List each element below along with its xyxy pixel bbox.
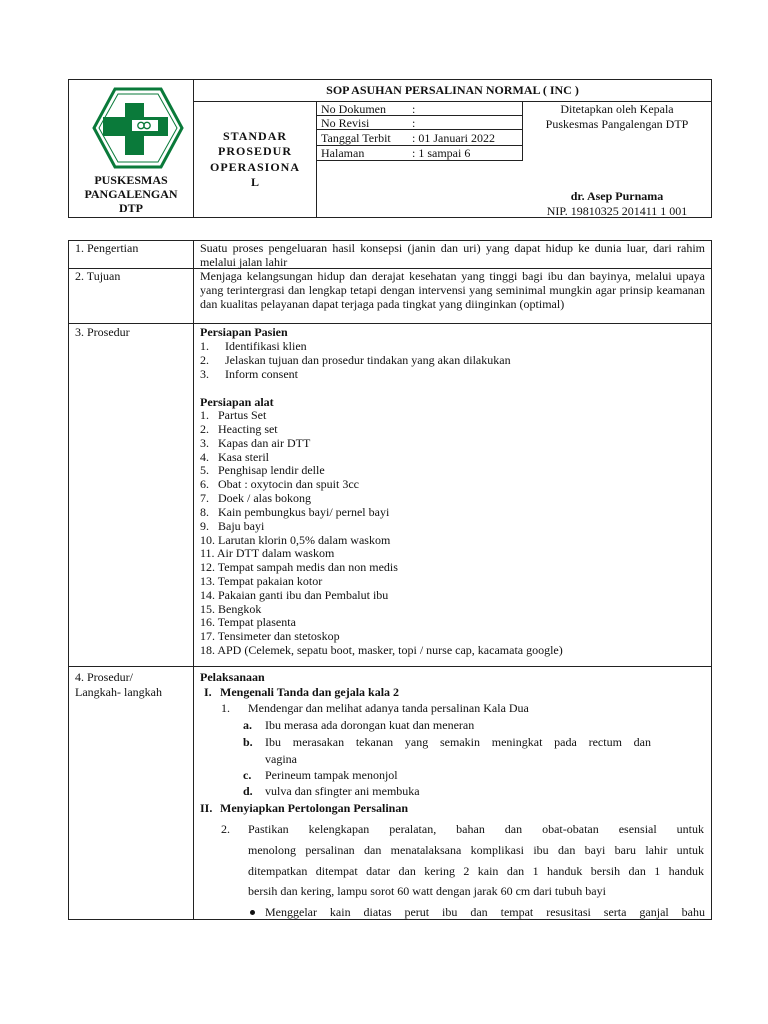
tool-item: 5. Penghisap lendir delle [200,463,325,477]
step-1-num: 1. [221,701,230,715]
prep-patient-title: Persiapan Pasien [200,325,288,339]
row-text-pengertian: Suatu proses pengeluaran hasil konsepsi (janin dan uri) yang dapat hidup ke dunia luar, dari rahim melalui jalan lahir [200,241,705,269]
tool-item: 7. Doek / alas bokong [200,491,311,505]
tool-item: 1. Partus Set [200,408,267,422]
section-2-title: Menyiapkan Pertolongan Persalinan [220,801,409,815]
prep-patient-item-3: Inform consent [225,367,298,381]
field-value-no-dokumen: : [412,102,416,116]
approval-line-2: Puskesmas Pangalengan DTP [545,117,689,131]
bullet-text: Menggelar kain diatas perut ibu dan tempat resusitasi serta ganjal bahu [265,905,705,919]
tool-item: 6. Obat : oxytocin dan spuit 3cc [200,477,359,491]
row-label-langkah-1: 4. Prosedur/ [75,670,133,684]
row-label-pengertian: 1. Pengertian [75,241,139,255]
tool-item: 12. Tempat sampah medis dan non medis [200,560,398,574]
document-title: SOP ASUHAN PERSALINAN NORMAL ( INC ) [326,83,579,97]
sub-text-c: Perineum tampak menonjol [265,768,398,782]
tool-item: 11. Air DTT dalam waskom [200,546,335,560]
step-2-line-2: menolong persalinan dan menatalaksana komplikasi ibu dan bayi baru lahir untuk [248,843,704,857]
field-label-no-dokumen: No Dokumen [321,102,386,116]
step-2-num: 2. [221,822,230,836]
tool-item: 17. Tensimeter dan stetoskop [200,629,340,643]
puskesmas-logo [92,87,184,169]
doc-type-line-3: OPERASIONA [209,160,300,174]
sub-key-d: d. [243,784,253,798]
bullet-icon [250,910,255,915]
row-label-tujuan: 2. Tujuan [75,269,121,283]
org-name-line-1: PUSKESMAS [94,173,168,187]
field-label-halaman: Halaman [321,146,365,160]
section-1-title: Mengenali Tanda dan gejala kala 2 [220,685,400,699]
sub-text-a: Ibu merasa ada dorongan kuat dan meneran [265,718,475,732]
tool-item: 16. Tempat plasenta [200,615,296,629]
prep-tools-title: Persiapan alat [200,395,274,409]
row-text-tujuan: Menjaga kelangsungan hidup dan derajat kesehatan yang tinggi bagi ibu dan bayinya, melalui upaya yang terintergrasi dan lengkap tetapi dengan intervensi yang seminimal mungkin agar prinsip keamanan dan kualitas pelayanan dapat terjaga pada tingkat yang diinginkan (optimal) [200,269,705,311]
row-label-langkah-2: Langkah- langkah [75,685,162,699]
tool-item: 4. Kasa steril [200,450,269,464]
tool-item: 8. Kain pembungkus bayi/ pernel bayi [200,505,390,519]
prep-patient-num-1: 1. [200,339,209,353]
field-value-no-revisi: : [412,116,416,130]
tool-item: 18. APD (Celemek, sepatu boot, masker, topi / nurse cap, kacamata google) [200,643,563,657]
tool-item: 9. Baju bayi [200,519,265,533]
prep-patient-num-2: 2. [200,353,209,367]
prep-patient-num-3: 3. [200,367,209,381]
field-label-tanggal: Tanggal Terbit [321,131,391,145]
tool-item: 3. Kapas dan air DTT [200,436,311,450]
signer-nip: NIP. 19810325 201411 1 001 [546,204,688,218]
sub-text-b-cont: vagina [265,752,297,766]
prep-patient-item-1: Identifikasi klien [225,339,307,353]
step-2-line-3: ditempatkan ditempat datar dan kering 2 kain dan 1 handuk bersih dan 1 handuk [248,864,704,878]
field-value-tanggal: : 01 Januari 2022 [412,131,495,145]
prep-patient-item-2: Jelaskan tujuan dan prosedur tindakan yang akan dilakukan [225,353,511,367]
signer-name: dr. Asep Purnama [570,189,664,203]
sub-text-d: vulva dan sfingter ani membuka [265,784,420,798]
section-1-num: I. [204,685,212,699]
step-2-line-1: Pastikan kelengkapan peralatan, bahan dan obat-obatan esensial untuk [248,822,704,836]
tool-item: 14. Pakaian ganti ibu dan Pembalut ibu [200,588,389,602]
field-value-halaman: : 1 sampai 6 [412,146,471,160]
doc-type-line-2: PROSEDUR [217,144,292,158]
field-label-no-revisi: No Revisi [321,116,370,130]
org-name-line-3: DTP [119,201,143,215]
step-2-line-4: bersih dan kering, lampu sorot 60 watt dengan jarak 60 cm dari tubuh bayi [248,884,606,898]
tool-item: 2. Heacting set [200,422,278,436]
org-name-line-2: PANGALENGAN [84,187,178,201]
sub-key-a: a. [243,718,252,732]
tool-item: 13. Tempat pakaian kotor [200,574,323,588]
sub-text-b: Ibu merasakan tekanan yang semakin meningkat pada rectum dan [265,735,651,749]
tool-item: 10. Larutan klorin 0,5% dalam waskom [200,533,391,547]
section-2-num: II. [200,801,213,815]
doc-type-line-4: L [250,175,259,189]
doc-type-line-1: STANDAR [222,129,288,143]
approval-line-1: Ditetapkan oleh Kepala [560,102,674,116]
step-1-text: Mendengar dan melihat adanya tanda persalinan Kala Dua [248,701,529,715]
tool-item: 15. Bengkok [200,602,262,616]
row-label-prosedur: 3. Prosedur [75,325,130,339]
sub-key-c: c. [243,768,252,782]
pelaksanaan-title: Pelaksanaan [200,670,265,684]
sub-key-b: b. [243,735,253,749]
